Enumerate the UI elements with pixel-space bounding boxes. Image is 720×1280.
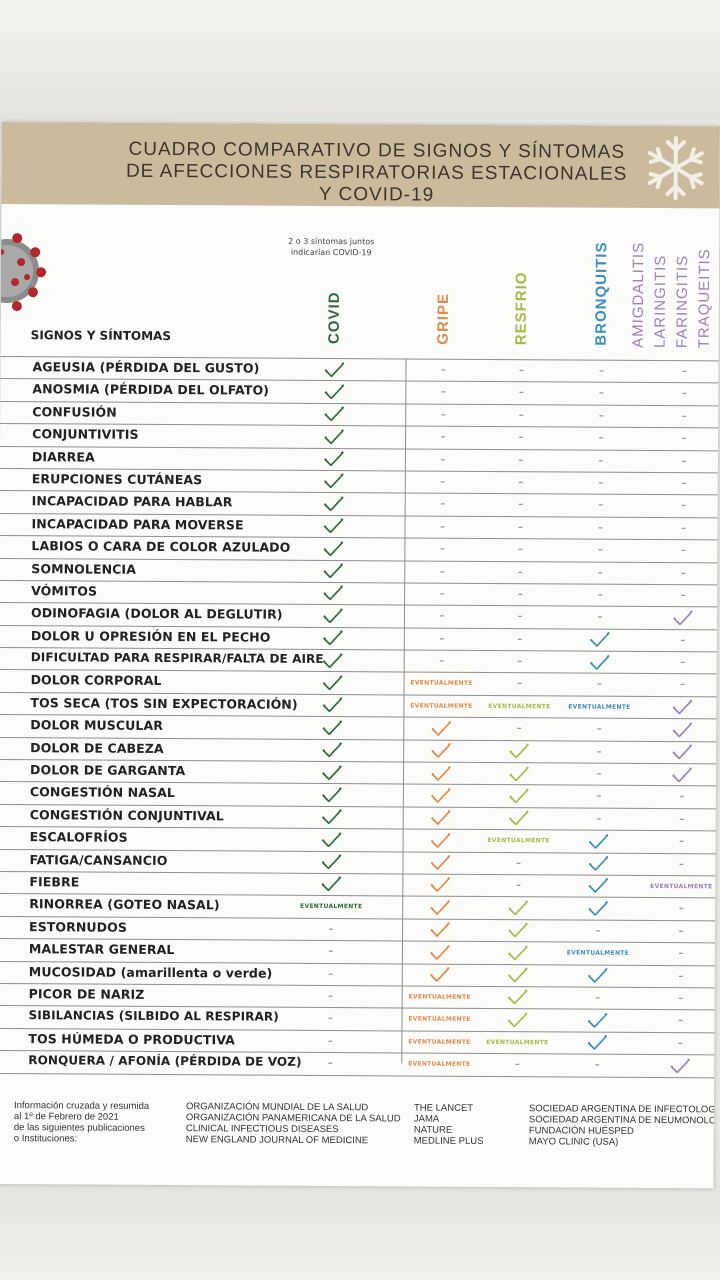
- dash-icon: –: [439, 566, 445, 578]
- dash-icon: –: [596, 723, 602, 735]
- symptom-name: INCAPACIDAD PARA HABLAR: [31, 493, 233, 510]
- dash-icon: –: [517, 633, 523, 645]
- symptom-name: DOLOR DE GARGANTA: [29, 762, 186, 779]
- dash-icon: –: [518, 409, 524, 421]
- dash-icon: –: [598, 499, 604, 512]
- eventual-label: [402, 695, 480, 716]
- dash-icon: –: [517, 678, 523, 690]
- check-icon: [559, 898, 637, 919]
- footer-line: de las siguientes publicaciones: [13, 1122, 145, 1134]
- dash-icon: –: [439, 543, 445, 555]
- dash-icon: –: [678, 903, 684, 915]
- symptom-name: PICOR DE NARIZ: [28, 986, 145, 1002]
- coronavirus-icon: [0, 222, 57, 320]
- title-line-3: Y COVID-19: [318, 183, 435, 206]
- dash-icon: –: [440, 476, 446, 488]
- dash-icon: –: [514, 1059, 520, 1071]
- dash-icon: –: [440, 454, 446, 466]
- dash-icon: –: [328, 990, 334, 1002]
- symptom-name: ESTORNUDOS: [29, 918, 128, 935]
- eventual-text: EVENTUALMENTE: [566, 949, 630, 958]
- symptom-name: CONFUSIÓN: [32, 403, 117, 420]
- check-icon: [561, 652, 639, 673]
- symptom-name: FATIGA/CANSANCIO: [29, 851, 168, 868]
- footer-line: o Instituciones:: [13, 1133, 78, 1145]
- symptom-name: CONGESTIÓN CONJUNTIVAL: [29, 806, 224, 824]
- symptom-name: MUCOSIDAD (amarillenta o verde): [28, 963, 273, 981]
- dash-icon: –: [439, 655, 445, 667]
- eventual-label: [401, 986, 479, 1007]
- dash-icon: –: [597, 522, 604, 534]
- check-icon: [401, 874, 479, 895]
- check-icon: [647, 719, 717, 740]
- symptom-name: INCAPACIDAD PARA MOVERSE: [31, 515, 244, 533]
- check-icon: [402, 807, 480, 828]
- check-icon: [480, 785, 558, 806]
- eventual-text: EVENTUALMENTE: [408, 993, 471, 1001]
- dash-icon: –: [328, 968, 334, 980]
- column-header-line: LARINGITIS: [651, 254, 670, 349]
- signs-header: SIGNOS Y SÍNTOMAS: [30, 328, 172, 344]
- column-header-line: TRAQUEITIS: [695, 248, 714, 349]
- dash-icon: –: [594, 1059, 600, 1071]
- dash-icon: –: [681, 500, 687, 512]
- eventual-text: EVENTUALMENTE: [410, 679, 473, 688]
- check-icon: [294, 650, 372, 671]
- check-icon: [402, 785, 480, 806]
- dash-icon: –: [598, 388, 604, 400]
- footer-line: ORGANIZACIÓN PANAMERICANA DE LA SALUD: [185, 1112, 401, 1125]
- dash-icon: –: [678, 858, 685, 870]
- check-icon: [292, 851, 370, 872]
- dash-icon: –: [440, 521, 446, 533]
- dash-icon: –: [598, 365, 605, 377]
- check-icon: [401, 964, 479, 985]
- check-icon: [647, 742, 717, 763]
- footer-sources-col-3: [529, 1103, 717, 1148]
- check-icon: [559, 853, 637, 874]
- dash-icon: –: [680, 679, 686, 691]
- dash-icon: –: [597, 589, 603, 601]
- column-header-line: FARINGITIS: [673, 254, 692, 349]
- check-icon: [401, 942, 479, 963]
- symptom-name: VÓMITOS: [31, 583, 98, 599]
- dash-icon: –: [597, 611, 603, 623]
- dash-icon: –: [595, 992, 601, 1004]
- dash-icon: –: [681, 388, 687, 400]
- dash-icon: –: [598, 477, 604, 489]
- dash-icon: –: [678, 925, 684, 937]
- dash-icon: –: [327, 1058, 333, 1070]
- check-icon: [293, 807, 371, 828]
- dash-icon: –: [597, 544, 603, 556]
- check-icon: [558, 1032, 636, 1053]
- dash-icon: –: [517, 566, 523, 578]
- poster: [0, 122, 720, 1188]
- dash-icon: –: [515, 857, 522, 869]
- check-icon: [402, 830, 480, 851]
- check-icon: [402, 718, 480, 739]
- eventual-label: [646, 876, 716, 897]
- symptom-name: DOLOR MUSCULAR: [30, 717, 164, 734]
- check-icon: [295, 471, 373, 492]
- symptom-name: RINORREA (GOTEO NASAL): [29, 896, 220, 913]
- eventual-text: EVENTUALMENTE: [486, 1038, 549, 1047]
- eventual-text: EVENTUALMENTE: [300, 903, 363, 911]
- eventual-label: [403, 673, 481, 694]
- check-icon: [295, 448, 373, 469]
- dash-icon: –: [681, 410, 687, 422]
- dash-icon: –: [679, 836, 685, 848]
- footer-line: THE LANCET: [413, 1102, 474, 1114]
- symptom-name: MALESTAR GENERAL: [28, 941, 175, 958]
- dash-icon: –: [680, 545, 686, 557]
- footer-sources: [13, 1100, 717, 1148]
- check-icon: [292, 874, 370, 895]
- footer-sources-col-1: [186, 1101, 401, 1146]
- column-header-resfrio: RESFRIO: [512, 271, 531, 346]
- dash-icon: –: [681, 366, 688, 378]
- check-icon: [294, 583, 372, 604]
- dash-icon: –: [595, 925, 601, 937]
- footer-line: JAMA: [413, 1113, 440, 1125]
- check-icon: [479, 897, 557, 918]
- symptom-name: SOMNOLENCIA: [31, 560, 137, 577]
- dash-icon: –: [518, 387, 524, 399]
- symptom-name: DIFICULTAD PARA RESPIRAR/FALTA DE AIRE: [30, 650, 324, 667]
- check-icon: [480, 741, 558, 762]
- snowflake-icon: [642, 134, 710, 202]
- dash-icon: –: [518, 477, 524, 489]
- dash-icon: –: [439, 633, 445, 645]
- dash-icon: –: [518, 454, 524, 466]
- dash-icon: –: [515, 880, 521, 892]
- check-icon: [295, 404, 373, 425]
- check-icon: [401, 897, 479, 918]
- check-icon: [294, 672, 372, 693]
- symptom-name: TOS HÚMEDA O PRODUCTIVA: [28, 1030, 236, 1048]
- footer-line: MEDLINE PLUS: [413, 1135, 484, 1147]
- dash-icon: –: [598, 410, 604, 422]
- footer-line: Información cruzada y resumida: [13, 1100, 150, 1112]
- symptom-name: ESCALOFRÍOS: [29, 829, 128, 845]
- footer-intro: [14, 1100, 149, 1145]
- column-header-line: AMIGDALITIS: [629, 241, 648, 348]
- footer-line: SOCIEDAD ARGENTINA DE INFECTOLOG: [528, 1103, 716, 1116]
- header-band: [1, 122, 719, 208]
- dash-icon: –: [681, 478, 687, 490]
- eventual-label: [480, 696, 558, 717]
- footer-line: MAYO CLINIC (USA): [528, 1136, 619, 1148]
- dash-icon: –: [440, 387, 446, 399]
- column-header-gripe: GRIPE: [434, 292, 452, 345]
- dash-icon: –: [678, 948, 684, 960]
- dash-icon: –: [679, 813, 685, 825]
- check-icon: [479, 942, 557, 963]
- footer-line: SOCIEDAD ARGENTINA DE NEUMONOLO: [528, 1114, 717, 1127]
- title-line-2: DE AFECCIONES RESPIRATORIAS ESTACIONALES: [125, 160, 628, 185]
- footer-line: al 1º de Febrero de 2021: [13, 1111, 119, 1123]
- dash-icon: –: [677, 1015, 684, 1027]
- dash-icon: –: [680, 590, 686, 602]
- dash-icon: –: [516, 723, 522, 735]
- dash-icon: –: [597, 567, 603, 579]
- dash-icon: –: [680, 657, 686, 669]
- check-icon: [293, 739, 371, 760]
- eventual-label: [400, 1031, 478, 1052]
- symptom-name: ERUPCIONES CUTÁNEAS: [31, 471, 203, 488]
- check-icon: [479, 920, 557, 941]
- dash-icon: –: [517, 544, 523, 556]
- dash-icon: –: [678, 993, 684, 1005]
- dash-icon: –: [596, 768, 602, 780]
- symptom-name: LABIOS O CARA DE COLOR AZULADO: [31, 538, 291, 555]
- dash-icon: –: [440, 499, 446, 511]
- check-icon: [293, 717, 371, 738]
- check-icon: [478, 1009, 556, 1030]
- check-icon: [293, 762, 371, 783]
- dash-icon: –: [596, 813, 602, 825]
- check-icon: [402, 740, 480, 761]
- dash-icon: –: [327, 1013, 334, 1025]
- symptom-name: DOLOR CORPORAL: [30, 672, 162, 689]
- check-icon: [480, 763, 558, 784]
- dash-icon: –: [598, 455, 604, 467]
- dash-icon: –: [440, 431, 446, 443]
- poster-title: [61, 138, 691, 208]
- dash-icon: –: [680, 634, 686, 646]
- eventual-label: [400, 1009, 478, 1030]
- check-icon: [295, 381, 373, 402]
- column-header-covid: COVID: [325, 291, 343, 345]
- eventual-text: EVENTUALMENTE: [410, 702, 473, 710]
- dash-icon: –: [439, 588, 445, 600]
- check-icon: [645, 1055, 715, 1076]
- dash-icon: –: [518, 432, 524, 444]
- dash-icon: –: [440, 409, 446, 421]
- dash-icon: –: [677, 1037, 683, 1049]
- symptom-name: TOS SECA (TOS SIN EXPECTORACIÓN): [30, 695, 298, 712]
- check-icon: [647, 764, 717, 785]
- check-icon: [295, 493, 373, 514]
- table-row: [0, 1050, 714, 1077]
- check-icon: [479, 987, 557, 1008]
- dash-icon: –: [597, 679, 603, 691]
- symptom-name: AGEUSIA (PÉRDIDA DEL GUSTO): [32, 359, 260, 376]
- eventual-label: [480, 830, 558, 851]
- dash-icon: –: [439, 610, 445, 623]
- dash-icon: –: [517, 656, 523, 668]
- symptom-name: RONQUERA / AFONÍA (PÉRDIDA DE VOZ): [28, 1053, 302, 1069]
- dash-icon: –: [596, 791, 602, 803]
- eventual-text: EVENTUALMENTE: [487, 837, 550, 845]
- footer-line: NATURE: [413, 1124, 453, 1136]
- check-icon: [402, 762, 480, 783]
- footer-line: ORGANIZACIÓN MUNDIAL DE LA SALUD: [185, 1101, 369, 1114]
- check-icon: [561, 629, 639, 650]
- dash-icon: –: [518, 365, 525, 377]
- title-line-1: CUADRO COMPARATIVO DE SIGNOS Y SÍNTOMAS: [128, 138, 626, 163]
- eventual-text: EVENTUALMENTE: [650, 882, 713, 891]
- check-icon: [559, 875, 637, 896]
- eventual-text: EVENTUALMENTE: [488, 702, 551, 711]
- check-icon: [295, 426, 373, 447]
- check-icon: [294, 538, 372, 559]
- eventual-text: EVENTUALMENTE: [408, 1015, 471, 1024]
- symptom-name: CONJUNTIVITIS: [32, 426, 139, 443]
- dash-icon: –: [517, 611, 523, 623]
- check-icon: [401, 919, 479, 940]
- covid-note: 2 o 3 síntomas juntos indicarían COVID-19: [288, 236, 375, 258]
- check-icon: [293, 829, 371, 850]
- symptom-table: [0, 356, 719, 1078]
- eventual-label: [560, 696, 638, 717]
- footer-sources-col-2: [414, 1103, 484, 1147]
- dash-icon: –: [678, 970, 684, 982]
- wall-background-bottom: [0, 1185, 720, 1280]
- symptom-name: CONGESTIÓN NASAL: [29, 784, 176, 801]
- symptom-name: ODINOFAGIA (DOLOR AL DEGLUTIR): [30, 605, 283, 623]
- dash-icon: –: [440, 364, 447, 376]
- dash-icon: –: [680, 567, 686, 579]
- eventual-text: EVENTUALMENTE: [408, 1060, 471, 1068]
- check-icon: [295, 359, 373, 380]
- check-icon: [479, 964, 557, 985]
- dash-icon: –: [681, 433, 687, 445]
- symptom-name: SIBILANCIAS (SILBIDO AL RESPIRAR): [28, 1008, 279, 1025]
- dash-icon: –: [518, 499, 524, 511]
- check-icon: [559, 965, 637, 986]
- dash-icon: –: [517, 521, 524, 533]
- eventual-text: EVENTUALMENTE: [408, 1038, 471, 1046]
- dash-icon: –: [596, 746, 602, 758]
- eventual-label: [478, 1032, 556, 1053]
- dash-icon: –: [598, 432, 604, 444]
- eventual-text: EVENTUALMENTE: [568, 703, 631, 711]
- check-icon: [294, 605, 372, 626]
- symptom-name: DOLOR DE CABEZA: [30, 739, 164, 756]
- dash-icon: –: [517, 589, 523, 601]
- symptom-name: DOLOR U OPRESIÓN EN EL PECHO: [30, 627, 271, 645]
- symptom-name: ANOSMIA (PÉRDIDA DEL OLFATO): [32, 381, 270, 399]
- check-icon: [293, 784, 371, 805]
- dash-icon: –: [681, 455, 687, 467]
- dash-icon: –: [328, 923, 334, 935]
- eventual-label: [292, 896, 370, 917]
- check-icon: [294, 516, 372, 537]
- symptom-name: FIEBRE: [29, 874, 80, 890]
- dash-icon: –: [679, 791, 685, 803]
- check-icon: [647, 697, 717, 718]
- footer-line: NEW ENGLAND JOURNAL OF MEDICINE: [185, 1134, 369, 1147]
- dash-icon: –: [328, 946, 334, 958]
- dash-icon: –: [680, 522, 687, 534]
- column-header-otros: [631, 242, 720, 349]
- column-header-bronquitis: BRONQUITIS: [592, 241, 611, 346]
- check-icon: [294, 560, 372, 581]
- check-icon: [294, 627, 372, 648]
- dash-icon: –: [327, 1035, 333, 1047]
- check-icon: [558, 1010, 636, 1031]
- eventual-label: [400, 1054, 478, 1075]
- footer-line: FUNDACIÓN HUÉSPED: [528, 1125, 634, 1137]
- check-icon: [293, 695, 371, 716]
- check-icon: [480, 808, 558, 829]
- footer-line: CLINICAL INFECTIOUS DISEASES: [185, 1123, 339, 1136]
- wall-background: [0, 0, 720, 120]
- check-icon: [560, 831, 638, 852]
- symptom-name: DIARREA: [31, 448, 95, 465]
- check-icon: [648, 607, 718, 628]
- eventual-label: [559, 943, 637, 964]
- check-icon: [401, 852, 479, 873]
